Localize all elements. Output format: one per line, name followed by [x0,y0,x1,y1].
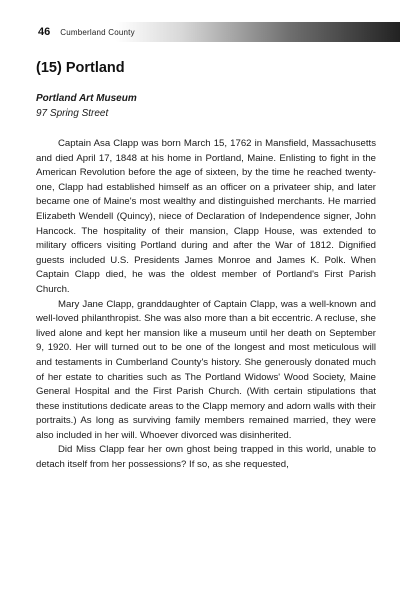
site-name: Portland Art Museum [36,93,137,104]
location-block [36,91,376,121]
running-title: Cumberland County [60,27,135,37]
body-paragraph: Mary Jane Clapp, granddaughter of Captain Clapp, was a well-known and well-loved philanthropist. She was also more than a bit eccentric. A recluse, she lived alone and kept her mansion like a museum until her death on September 9, 1920. Her will turned out to be one of the longest and most meticulous will and testaments in Cumberland County's history. She generously donated much of her estate to charities such as The Portland Widows' Wood Society, Maine General Hospital and the First Parish Church. (With certain stipulations that these institutions dedicate areas to the Clapp memory and adorn walls with their portraits.) As long as surviving family members remained married, they were also included in her will. Whoever divorced was disinherited. [36,298,376,441]
body-paragraph: Captain Asa Clapp was born March 15, 1762 in Mansfield, Massachusetts and died April 17, 1848 at his home in Portland, Maine. Enlisting to fight in the American Revolution before the age of sixteen, by the time he reached twenty-one, Clapp had established himself as an officer on a privateer ship, and later became one of Maine's most wealthy and distinguished merchants. He married Elizabeth Wendell (Quincy), niece of Declaration of Independence signer, John Hancock. The hospitality of their mansion, Clapp House, was extended to military officers visiting Portland during and after the War of 1812. Dignified guests included U.S. Presidents James Monroe and James K. Polk. When Captain Clapp died, he was the oldest member of Portland's First Parish Church. [36,138,376,295]
page-number: 46 [38,26,51,38]
section-title: (15) Portland [36,60,125,76]
running-header [36,22,400,42]
body-paragraph: Did Miss Clapp fear her own ghost being trapped in this world, unable to detach itself from her possessions? If so, as she requested, [36,444,376,471]
site-address: 97 Spring Street [36,108,109,119]
page-content [36,60,376,473]
